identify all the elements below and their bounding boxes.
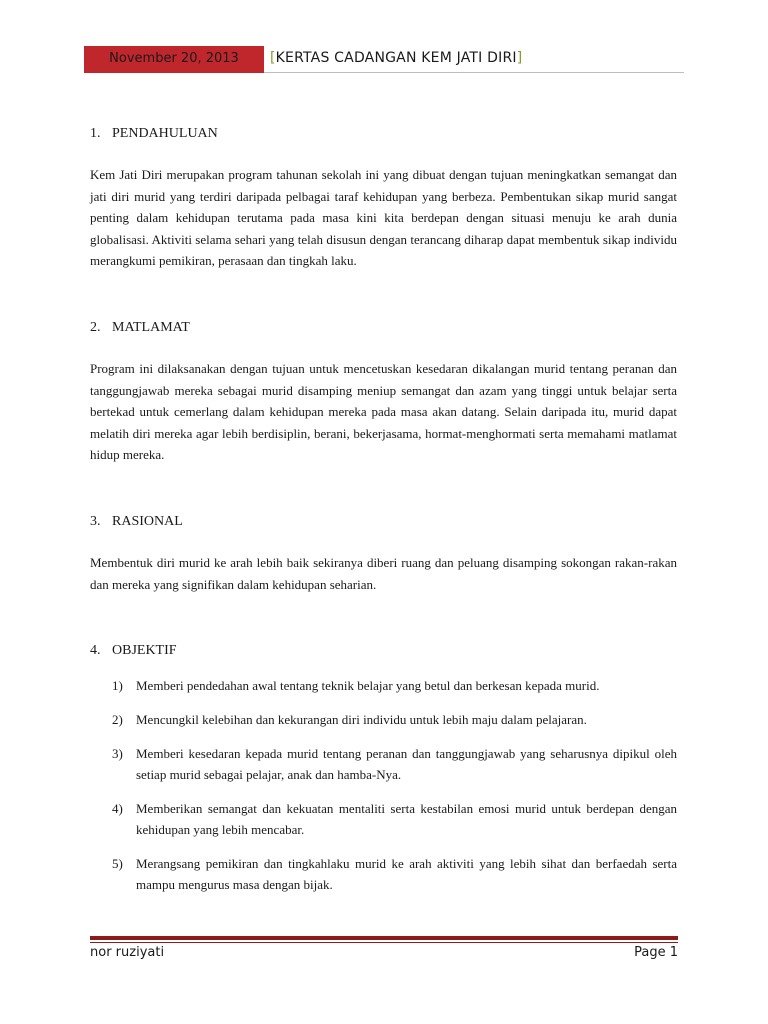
footer-author: nor ruziyati <box>90 945 165 960</box>
list-item-number: 3) <box>112 746 123 762</box>
section-matlamat <box>90 318 677 466</box>
list-item-text: Memberi pendedahan awal tentang teknik belajar yang betul dan berkesan kepada murid. <box>136 678 600 694</box>
list-item-text: Mencungkil kelebihan dan kekurangan diri individu untuk lebih maju dalam pelajaran. <box>136 712 587 728</box>
section-title: MATLAMAT <box>112 319 190 335</box>
section-number: 3. <box>90 513 101 529</box>
title-text: KERTAS CADANGAN KEM JATI DIRI <box>275 50 517 66</box>
list-item-number: 1) <box>112 678 123 694</box>
list-item-number: 4) <box>112 801 123 817</box>
document-body <box>90 124 677 895</box>
objective-list <box>90 675 677 895</box>
section-pendahuluan <box>90 124 677 272</box>
list-item <box>90 675 677 696</box>
section-number: 2. <box>90 319 101 335</box>
list-item-number: 5) <box>112 856 123 872</box>
section-heading <box>90 641 677 661</box>
section-rasional <box>90 512 677 595</box>
footer-rule-thick <box>90 936 678 940</box>
section-paragraph: Kem Jati Diri merupakan program tahunan sekolah ini yang dibuat dengan tujuan meningkatkan semangat dan jati diri murid yang terdiri daripada pelbagai taraf kehidupan yang berbeza. Pembentukan sikap murid sangat penting dalam kehidupan terutama pada masa kini kita berdepan dengan situasi menuju ke arah dunia globalisasi. Aktiviti selama sehari yang telah disusun dengan terancang diharap dapat membentuk sikap individu merangkumi pemikiran, perasaan dan tingkah laku. <box>90 167 677 269</box>
section-heading <box>90 318 677 338</box>
list-item <box>90 743 677 785</box>
section-number: 1. <box>90 126 101 141</box>
section-paragraph: Program ini dilaksanakan dengan tujuan untuk mencetuskan kesedaran dikalangan murid tentang peranan dan tanggungjawab mereka sebagai murid disamping meniup semangat dan azam yang tinggi untuk belajar serta bertekad untuk cemerlang dalam kehidupan mereka pada masa akan datang. Selain daripada itu, murid dapat melatih diri mereka agar lebih berdisiplin, berani, bekerjasama, hormat-menghormati serta memahami matlamat hidup mereka. <box>90 360 677 463</box>
list-item <box>90 709 677 730</box>
page-number: Page 1 <box>634 945 678 960</box>
list-item-text: Memberi kesedaran kepada murid tentang peranan dan tanggungjawab yang seharusnya dipikul oleh setiap murid sebagai pelajar, anak dan hamba-Nya. <box>136 746 677 783</box>
list-item <box>90 798 677 840</box>
list-item-text: Merangsang pemikiran dan tingkahlaku murid ke arah aktiviti yang lebih sihat dan berfaedah serta mampu mengurus masa dengan bijak. <box>136 856 677 893</box>
section-objektif <box>90 641 677 895</box>
page-footer <box>90 936 678 960</box>
section-title: PENDAHULUAN <box>112 126 218 141</box>
section-title: RASIONAL <box>112 513 183 529</box>
document-title <box>270 50 522 66</box>
section-number: 4. <box>90 643 101 659</box>
section-paragraph: Membentuk diri murid ke arah lebih baik sekiranya diberi ruang dan peluang disamping sokongan rakan-rakan dan mereka yang signifikan dalam kehidupan seharian. <box>90 554 677 592</box>
section-heading <box>90 124 677 144</box>
list-item-number: 2) <box>112 712 123 728</box>
title-bracket-open: [ <box>270 50 276 66</box>
section-heading <box>90 512 677 532</box>
list-item <box>90 853 677 895</box>
footer-rule-thin <box>90 942 678 943</box>
title-bracket-close: ] <box>516 50 523 66</box>
header-date: November 20, 2013 <box>109 51 239 66</box>
page-header <box>84 46 684 74</box>
header-rule <box>264 72 684 73</box>
section-title: OBJEKTIF <box>112 643 177 659</box>
list-item-text: Memberikan semangat dan kekuatan mentaliti serta kestabilan emosi murid untuk berdepan dengan kehidupan yang lebih mencabar. <box>136 801 677 838</box>
